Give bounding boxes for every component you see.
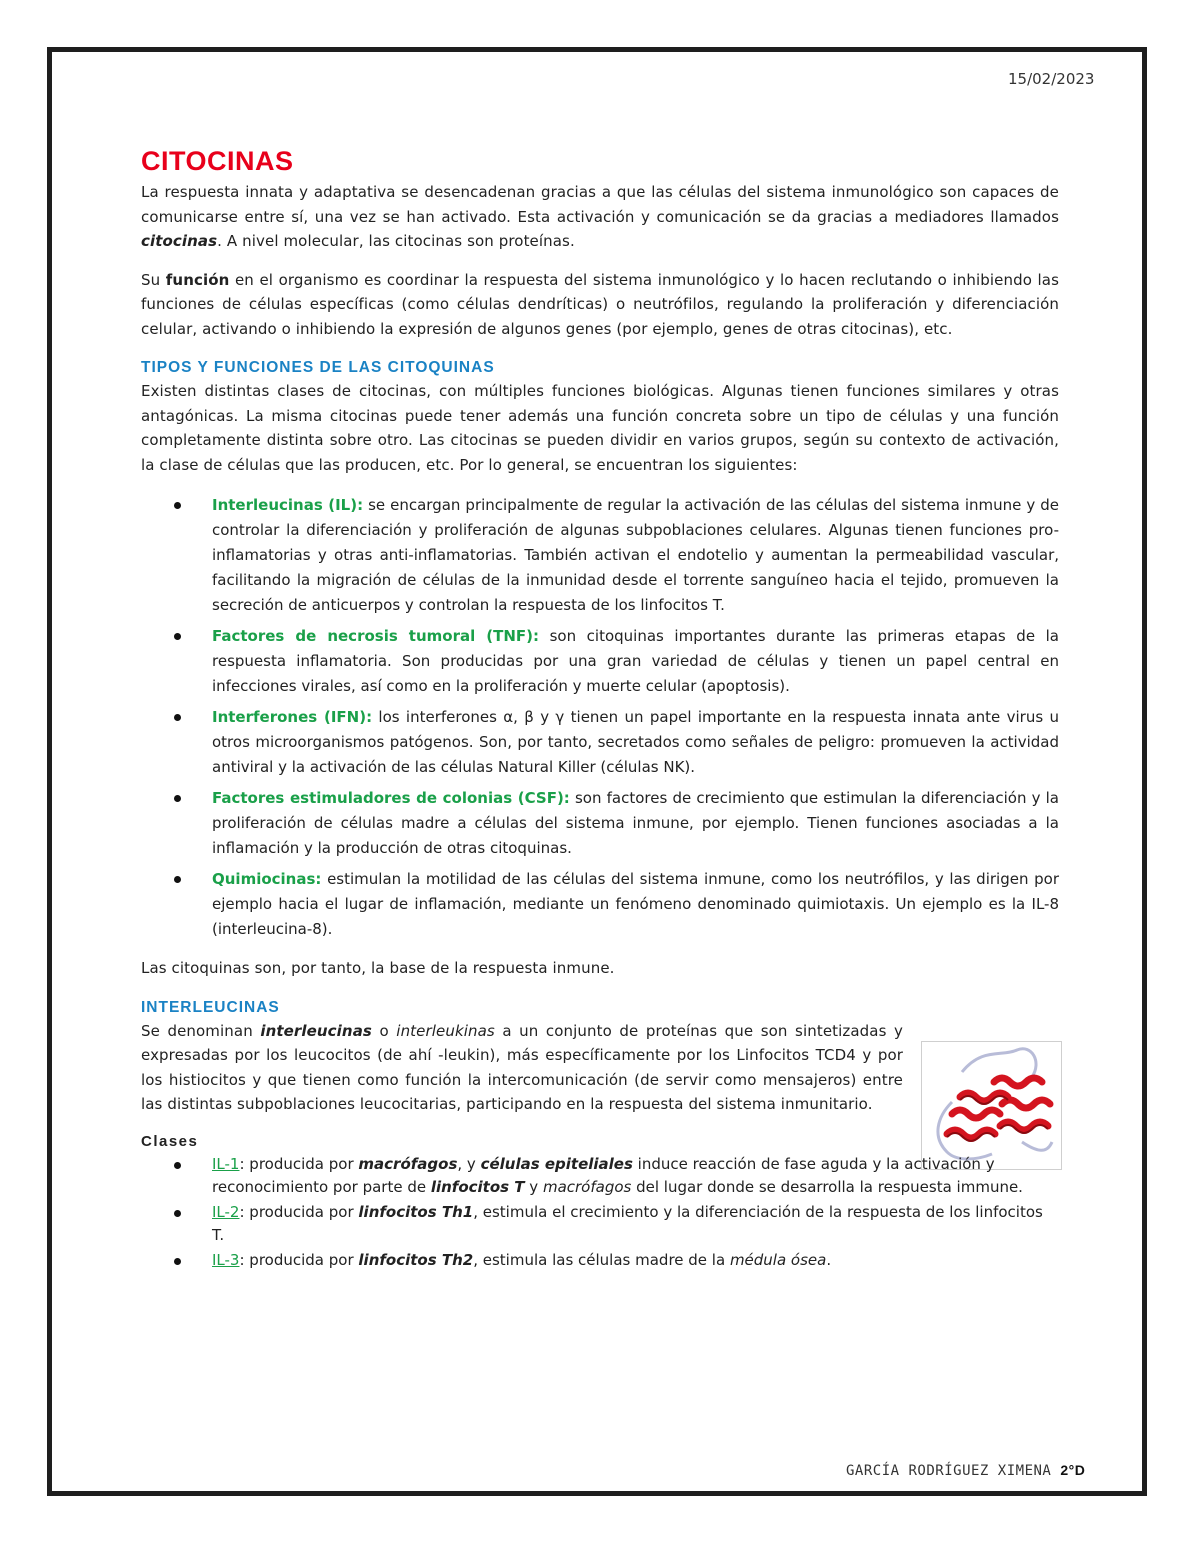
section-heading-tipos: TIPOS Y FUNCIONES DE LAS CITOQUINAS [141, 359, 495, 376]
bullet-icon [174, 1258, 181, 1265]
il-1-link[interactable]: IL-1 [212, 1154, 240, 1173]
il-2-link[interactable]: IL-2 [212, 1202, 240, 1221]
bullet-icon [174, 714, 181, 721]
list-item: IL-3: producida por linfocitos Th2, estimula las células madre de la médula ósea. [141, 1249, 1059, 1272]
intro-paragraph-2: Su función en el organismo es coordinar la respuesta del sistema inmunológico y lo hacen reclutando o inhibiendo las funciones de células específicas (como células dendríticas) o neutrófilos, regulando la proliferación y diferenciación celular, activando o inhibiendo la expresión de algunos genes (por ejemplo, genes de otras citocinas), etc. [141, 270, 1059, 338]
author-name: GARCÍA RODRÍGUEZ XIMENA [846, 1463, 1052, 1479]
document-body [141, 142, 1059, 1274]
il-3-link[interactable]: IL-3 [212, 1250, 240, 1269]
bullet-icon [174, 795, 181, 802]
list-item: IL-2: producida por linfocitos Th1, estimula el crecimiento y la diferenciación de la respuesta de los linfocitos T. [141, 1201, 1059, 1247]
cytokine-types-list [141, 493, 1059, 942]
list-item: Interleucinas (IL): se encargan principalmente de regular la activación de las células del sistema inmune y de controlar la diferenciación y proliferación de algunas subpoblaciones celulares. Algunas tienen funciones pro-inflamatorias y otras anti-inflamatorias. También activan el endotelio y aumentan la permeabilidad vascular, facilitando la migración de células de la inmunidad desde el torrente sanguíneo hacia el tejido, promueven la secreción de anticuerpos y controlan la respuesta de los linfocitos T. [141, 493, 1059, 618]
bullet-icon [174, 633, 181, 640]
bullet-icon [174, 876, 181, 883]
bullet-icon [174, 1210, 181, 1217]
clases-list [141, 1153, 1059, 1272]
footer-author [846, 1462, 1085, 1479]
author-group: 2°D [1060, 1462, 1086, 1478]
bullet-icon [174, 502, 181, 509]
protein-structure-image [921, 1041, 1062, 1170]
clases-heading: Clases [141, 1132, 199, 1150]
tipos-intro: Existen distintas clases de citocinas, con múltiples funciones biológicas. Algunas tienen funciones similares y otras antagónicas. La misma citocinas puede tener además una función concreta sobre un tipo de células y una función completamente distinta sobre otro. Las citocinas se pueden dividir en varios grupos, según su contexto de activación, la clase de células que las producen, etc. Por lo general, se encuentran los siguientes: [141, 382, 1059, 474]
document-date: 15/02/2023 [1008, 70, 1095, 88]
interleucinas-paragraph: Se denominan interleucinas o interleukinas a un conjunto de proteínas que son sintetizadas y expresadas por los leucocitos (de ahí -leukin), más específicamente por los Linfocitos TCD4 y por los histiocitos y que tienen como función la intercomunicación (de servir como mensajeros) entre las distintas subpoblaciones leucocitarias, participando en la respuesta del sistema inmunitario. [141, 1021, 903, 1113]
section-heading-interleucinas: INTERLEUCINAS [141, 998, 280, 1016]
interleucinas-section [141, 997, 1059, 1272]
list-item: Factores estimuladores de colonias (CSF): son factores de crecimiento que estimulan la diferenciación y la proliferación de células madre a células del sistema inmune, por ejemplo. Tienen funciones asociadas a la inflamación y la producción de otras citoquinas. [141, 786, 1059, 861]
list-item: Factores de necrosis tumoral (TNF): son citoquinas importantes durante las primeras etapas de la respuesta inflamatoria. Son producidas por una gran variedad de células y tienen un papel central en infecciones virales, así como en la proliferación y muerte celular (apoptosis). [141, 624, 1059, 699]
list-item: Interferones (IFN): los interferones α, β y γ tienen un papel importante en la respuesta innata ante virus u otros microorganismos patógenos. Son, por tanto, secretados como señales de peligro: promueven la actividad antiviral y la activación de las células Natural Killer (células NK). [141, 705, 1059, 780]
list-item: Quimiocinas: estimulan la motilidad de las células del sistema inmune, como los neutrófilos, y las dirigen por ejemplo hacia el lugar de inflamación, mediante un fenómeno denominado quimiotaxis. Un ejemplo es la IL-8 (interleucina-8). [141, 867, 1059, 942]
tipos-closing: Las citoquinas son, por tanto, la base de la respuesta inmune. [141, 959, 615, 977]
intro-paragraph-1: La respuesta innata y adaptativa se desencadenan gracias a que las células del sistema inmunológico son capaces de comunicarse entre sí, una vez se han activado. Esta activación y comunicación se da gracias a mediadores llamados citocinas. A nivel molecular, las citocinas son proteínas. [141, 183, 1059, 250]
bullet-icon [174, 1162, 181, 1169]
list-item: IL-1: producida por macrófagos, y células epiteliales induce reacción de fase aguda y la activación y reconocimiento por parte de linfocitos T y macrófagos del lugar donde se desarrolla la respuesta immune. [141, 1153, 1059, 1199]
page-title: CITOCINAS [141, 146, 294, 176]
